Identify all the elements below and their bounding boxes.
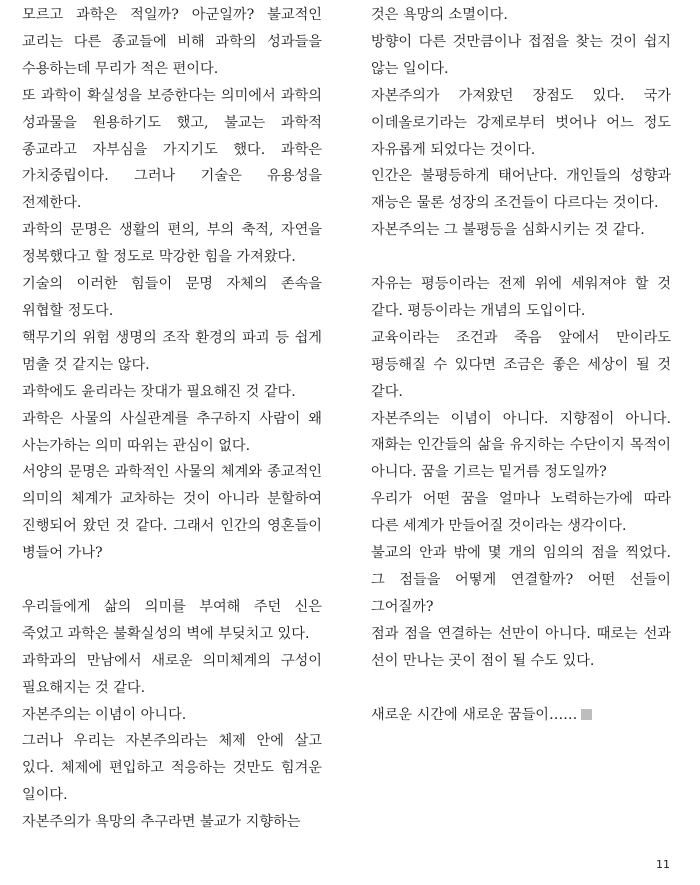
paragraph [371,540,671,621]
paragraph [22,809,322,836]
paragraph [371,83,671,164]
paragraph [371,2,671,29]
paragraph-text: 점과 점을 연결하는 선만이 아니다. 때로는 선과 선이 만나는 곳이 점이 될 수도 있다. [371,625,671,669]
paragraph-text: 우리들에게 삶의 의미를 부여해 주던 신은 죽었고 과학은 불확실성의 벽에 부딪치고 있다. [22,598,322,642]
paragraph [22,728,322,809]
paragraph-text: 모르고 과학은 적일까? 아군일까? 불교적인 교리는 다른 종교들에 비해 과학의 성과들을 수용하는데 무리가 적은 편이다. [22,7,322,77]
paragraph [22,325,322,379]
paragraph [22,379,322,406]
right-column [371,2,671,728]
paragraph-text: 자유는 평등이라는 전제 위에 세워져야 할 것 같다. 평등이라는 개념의 도입이다. [371,276,671,319]
paragraph-text: 서양의 문명은 과학적인 사물의 체계와 종교적인 의미의 체계가 교차하는 것이 아니라 분할하여 진행되어 왔던 것 같다. 그래서 인간의 영혼들이 병들어 가나? [22,464,322,562]
paragraph-text: 핵무기의 위험 생명의 조작 환경의 파괴 등 쉽게 멈출 것 같지는 않다. [22,329,322,373]
paragraph [22,459,322,567]
paragraph-text: 또 과학이 확실성을 보증한다는 의미에서 과학의 성과물을 원용하기도 했고, 불교는 과학적 종교라고 자부심을 가지기도 했다. 과학은 가치중립이다. 그러나 기술은 유용성을 전제한다. [22,87,322,212]
paragraph-text: 과학의 문명은 생활의 편의, 부의 축적, 자연을 정복했다고 할 정도로 막강한 힘을 가져왔다. [22,222,322,266]
paragraph-text: 자본주의가 가져왔던 장점도 있다. 국가 이데올로기라는 강제로부터 벗어나 어느 정도 자유롭게 되었다는 것이다. [371,87,671,158]
paragraph-text: 자본주의는 그 불평등을 심화시키는 것 같다. [371,222,645,239]
paragraph-text: 것은 욕망의 소멸이다. [371,7,508,23]
paragraph [22,594,322,648]
paragraph-text: 과학에도 윤리라는 잣대가 필요해진 것 같다. [22,383,296,400]
paragraph-text: 자본주의는 이념이 아니다. [22,706,187,723]
paragraph-text: 교육이라는 조건과 죽음 앞에서 만이라도 평등해질 수 있다면 조금은 좋은 세상이 될 것 같다. [371,329,671,400]
paragraph-text: 방향이 다른 것만큼이나 접점을 찾는 것이 쉽지 않는 일이다. [371,33,671,77]
paragraph [22,2,322,83]
paragraph [22,648,322,702]
paragraph [371,325,671,406]
paragraph [22,702,322,729]
paragraph-text: 자본주의는 이념이 아니다. 지향점이 아니다. 재화는 인간들의 삶을 유지하는 수단이지 목적이 아니다. 꿈을 기르는 밑거름 정도일까? [371,410,671,481]
paragraph [22,406,322,460]
paragraph-text: 자본주의가 욕망의 추구라면 불교가 지향하는 [22,814,301,831]
paragraph-text: 과학과의 만남에서 새로운 의미체계의 구성이 필요해지는 것 같다. [22,652,322,696]
paragraph [22,271,322,325]
left-column [22,2,322,836]
paragraph [371,486,671,540]
paragraph-text: 그러나 우리는 자본주의라는 체제 안에 살고 있다. 체제에 편입하고 적응하는 것만도 힘겨운 일이다. [22,733,322,804]
paragraph [22,83,322,218]
paragraph [371,621,671,675]
paragraph-text: 불교의 안과 밖에 몇 개의 임의의 점을 찍었다. 그 점들을 어떻게 연결할까? 어떤 선들이 그어질까? [371,545,671,615]
paragraph [371,271,671,325]
paragraph [371,217,671,244]
paragraph-text: 새로운 시간에 새로운 꿈들이…… [371,706,578,723]
page-number: 11 [656,858,670,871]
paragraph [371,702,671,729]
paragraph [371,29,671,83]
paragraph-text: 인간은 불평등하게 태어난다. 개인들의 성향과 재능은 물론 성장의 조건들이 다르다는 것이다. [371,168,671,212]
paragraph-text: 기술의 이러한 힘들이 문명 자체의 존속을 위협할 정도다. [22,276,322,319]
paragraph-text: 과학은 사물의 사실관계를 추구하지 사람이 왜 사는가하는 의미 따위는 관심이 없다. [22,410,322,454]
end-mark-icon [581,709,592,720]
paragraph [371,163,671,217]
paragraph-text: 우리가 어떤 꿈을 얼마나 노력하는가에 따라 다른 세계가 만들어질 것이라는 생각이다. [371,491,671,535]
paragraph [371,406,671,487]
paragraph [22,217,322,271]
